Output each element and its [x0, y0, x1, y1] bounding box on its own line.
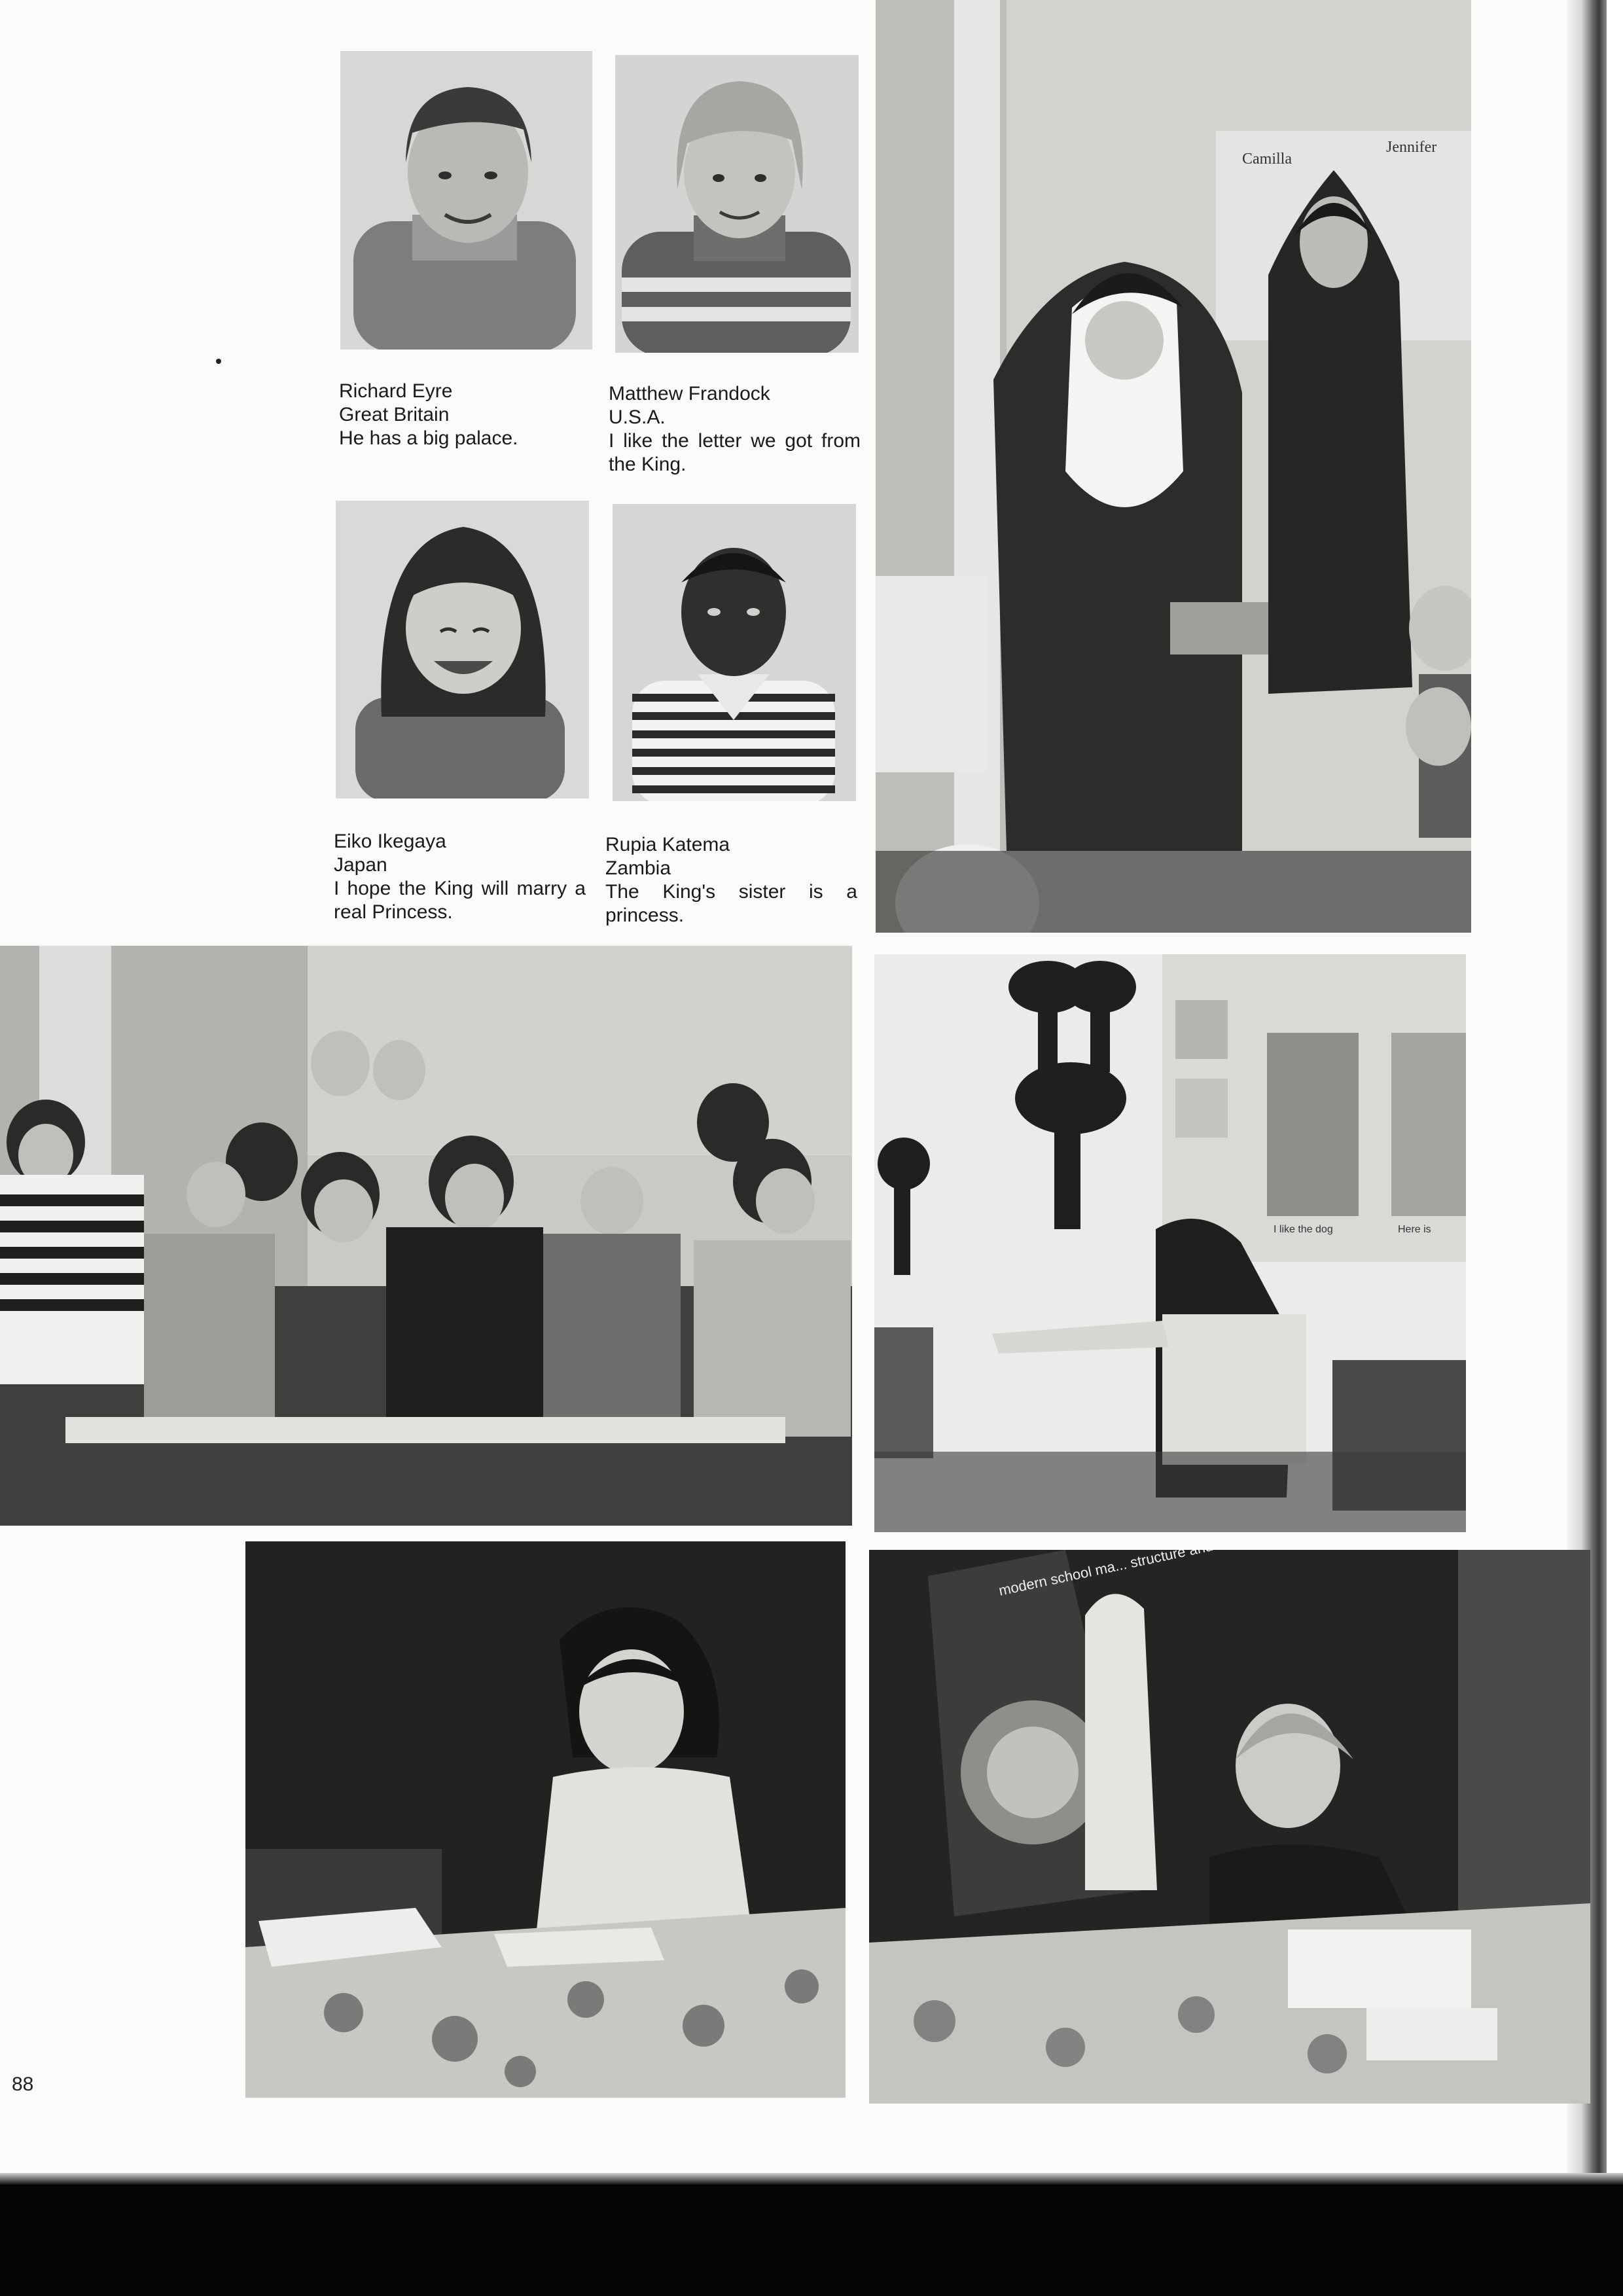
- picture-card-label-1: I like the dog: [1274, 1224, 1333, 1235]
- caption-eiko-ikegaya: [334, 830, 586, 924]
- photo-classroom-art-wall: [874, 954, 1466, 1532]
- photo-children-seated-group: [0, 946, 852, 1526]
- portrait-photo-eiko-ikegaya: [336, 501, 589, 798]
- student-name: Eiko Ikegaya: [334, 831, 446, 852]
- photo-girl-crafting: [245, 1541, 846, 2098]
- student-name: Matthew Frandock: [609, 383, 770, 404]
- student-quote: The King's sister is a princess.: [605, 881, 857, 926]
- print-speck: [216, 359, 221, 364]
- student-quote: I hope the King will marry a real Princess.: [334, 878, 586, 923]
- photo-girls-with-book: [869, 1550, 1590, 2104]
- student-name: Richard Eyre: [339, 380, 453, 402]
- name-tag-jennifer: Jennifer: [1386, 139, 1437, 156]
- student-country: Great Britain: [339, 404, 450, 425]
- portrait-photo-rupia-katema: [613, 504, 856, 801]
- student-quote: He has a big palace.: [339, 427, 518, 449]
- student-quote: I like the letter we got from the King.: [609, 430, 861, 475]
- caption-richard-eyre: [339, 380, 591, 450]
- student-country: Zambia: [605, 857, 671, 879]
- portrait-photo-matthew-frandock: [615, 55, 859, 353]
- student-name: Rupia Katema: [605, 834, 730, 855]
- student-country: Japan: [334, 854, 387, 876]
- picture-card-label-2: Here is: [1398, 1224, 1431, 1235]
- page-number: 88: [12, 2073, 34, 2095]
- scan-bottom-border: [0, 2173, 1623, 2296]
- caption-rupia-katema: [605, 833, 857, 927]
- portrait-photo-richard-eyre: [340, 51, 592, 350]
- name-tag-camilla: Camilla: [1242, 151, 1292, 168]
- photo-santa-visit: [876, 0, 1471, 933]
- student-country: U.S.A.: [609, 406, 666, 428]
- caption-matthew-frandock: [609, 382, 861, 476]
